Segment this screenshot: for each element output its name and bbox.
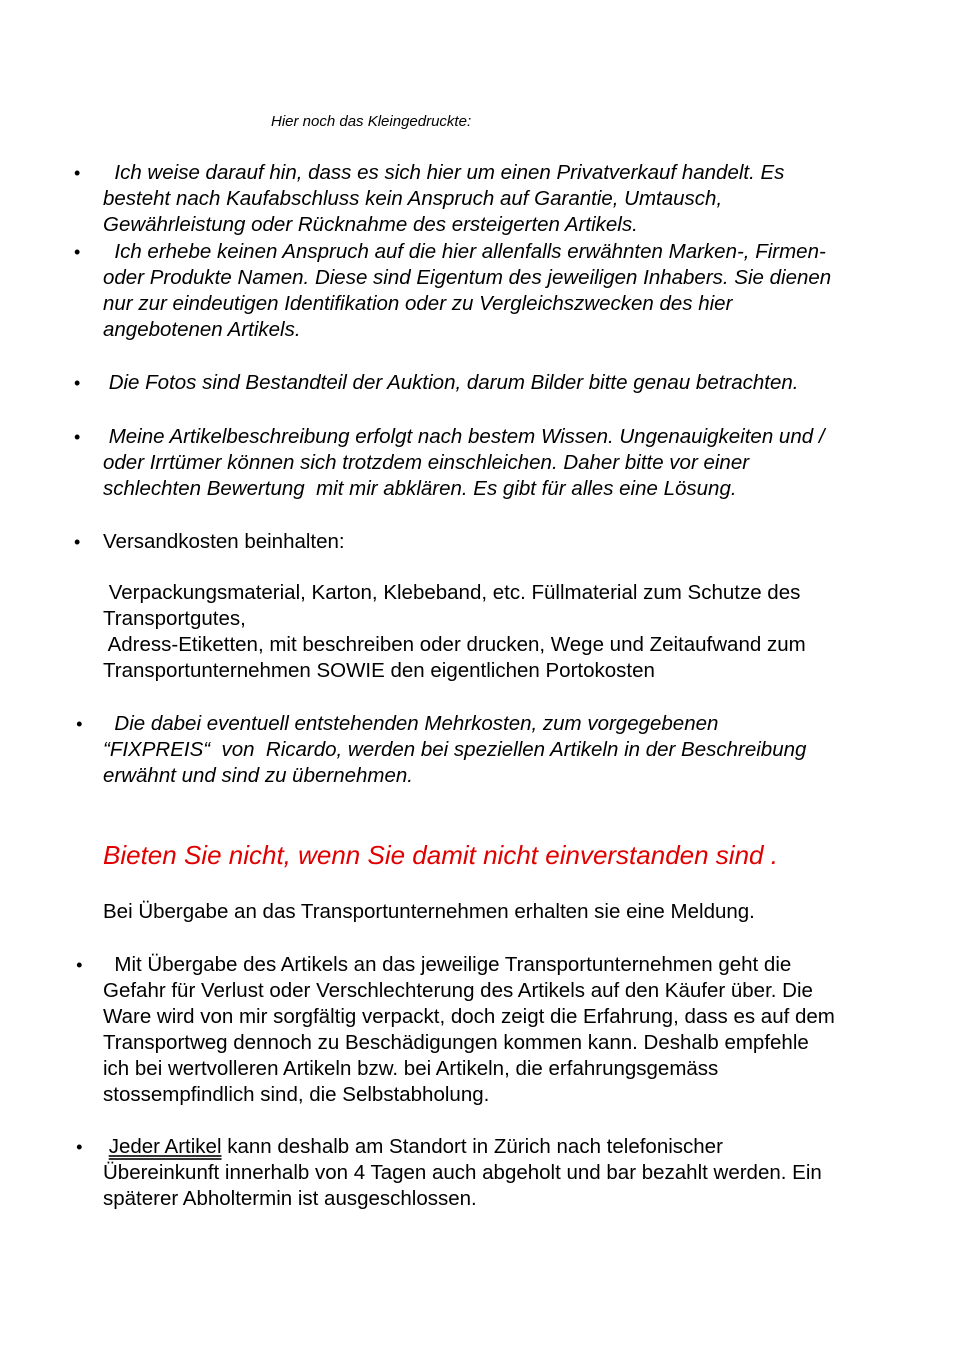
bullet-icon: • [76,1137,83,1157]
bullet-icon: • [76,955,83,975]
text-line: Übereinkunft innerhalb von 4 Tagen auch abgeholt und bar bezahlt werden. Ein [103,1161,822,1184]
text-line [103,1134,913,1160]
bullet-icon: • [74,242,81,262]
text-line: Bei Übergabe an das Transportunternehmen erhalten sie eine Meldung. [103,900,755,923]
text-line: Ich weise darauf hin, dass es sich hier um einen Privatverkauf handelt. Es [103,161,785,184]
text-line: stossempfindlich sind, die Selbstabholung. [103,1083,490,1106]
text-line: Gewährleistung oder Rücknahme des ersteigerten Artikels. [103,213,638,236]
text-line: Transportweg dennoch zu Beschädigungen kommen kann. Deshalb empfehle [103,1031,809,1054]
text-line: späterer Abholtermin ist ausgeschlossen. [103,1187,477,1210]
text-line: Die dabei eventuell entstehenden Mehrkosten, zum vorgegebenen [103,712,719,735]
bullet-icon: • [74,532,81,552]
text-line: Transportunternehmen SOWIE den eigentlichen Portokosten [103,659,655,682]
bullet-icon: • [74,427,81,447]
text-line: erwähnt und sind zu übernehmen. [103,764,413,787]
text-line: Transportgutes, [103,607,246,630]
underlined-lead: Jeder Artikel [108,1135,222,1158]
text-line: Mit Übergabe des Artikels an das jeweilige Transportunternehmen geht die [103,953,792,976]
list-item-risiko [103,952,913,1108]
list-item-marken [103,239,913,343]
lead-rest: kann deshalb am Standort in Zürich nach telefonischer [221,1135,723,1158]
text-line: Die Fotos sind Bestandteil der Auktion, darum Bilder bitte genau betrachten. [103,371,799,394]
list-item-beschreibung [103,424,913,502]
warning-text: Bieten Sie nicht, wenn Sie damit nicht einverstanden sind . [103,840,778,870]
bullet-icon: • [76,714,83,734]
text-line: ich bei wertvolleren Artikeln bzw. bei Artikeln, die erfahrungsgemäss [103,1057,719,1080]
text-line: Ich erhebe keinen Anspruch auf die hier allenfalls erwähnten Marken-, Firmen- [103,240,826,263]
text-line: Meine Artikelbeschreibung erfolgt nach bestem Wissen. Ungenauigkeiten und / [103,425,825,448]
list-item-versandkosten [103,529,913,555]
page-heading: Hier noch das Kleingedruckte: [271,113,472,130]
list-item-mehrkosten [103,711,913,789]
text-line: Adress-Etiketten, mit beschreiben oder drucken, Wege und Zeitaufwand zum [103,633,806,656]
text-line: “FIXPREIS“ von Ricardo, werden bei speziellen Artikeln in der Beschreibung [103,738,807,761]
bullet-icon: • [74,373,81,393]
text-line: Ware wird von mir sorgfältig verpackt, doch zeigt die Erfahrung, dass es auf dem [103,1005,835,1028]
list-item-fotos [103,370,913,396]
versand-details [103,580,913,684]
text-line: oder Produkte Namen. Diese sind Eigentum des jeweiligen Inhabers. Sie dienen [103,266,832,289]
text-line: besteht nach Kaufabschluss kein Anspruch auf Garantie, Umtausch, [103,187,723,210]
meldung-text [103,899,913,925]
text-line: Versandkosten beinhalten: [103,530,345,553]
text-line: angebotenen Artikels. [103,318,301,341]
text-line: Gefahr für Verlust oder Verschlechterung des Artikels auf den Käufer über. Die [103,979,813,1002]
text-line: schlechten Bewertung mit mir abklären. Es gibt für alles eine Lösung. [103,477,737,500]
text-line: Verpackungsmaterial, Karton, Klebeband, etc. Füllmaterial zum Schutze des [103,581,801,604]
list-item-privatverkauf [103,160,913,238]
text-line: oder Irrtümer können sich trotzdem einschleichen. Daher bitte vor einer [103,451,750,474]
text-line: nur zur eindeutigen Identifikation oder zu Vergleichszwecken des hier [103,292,733,315]
list-item-abholung [103,1134,913,1212]
bullet-icon: • [74,163,81,183]
